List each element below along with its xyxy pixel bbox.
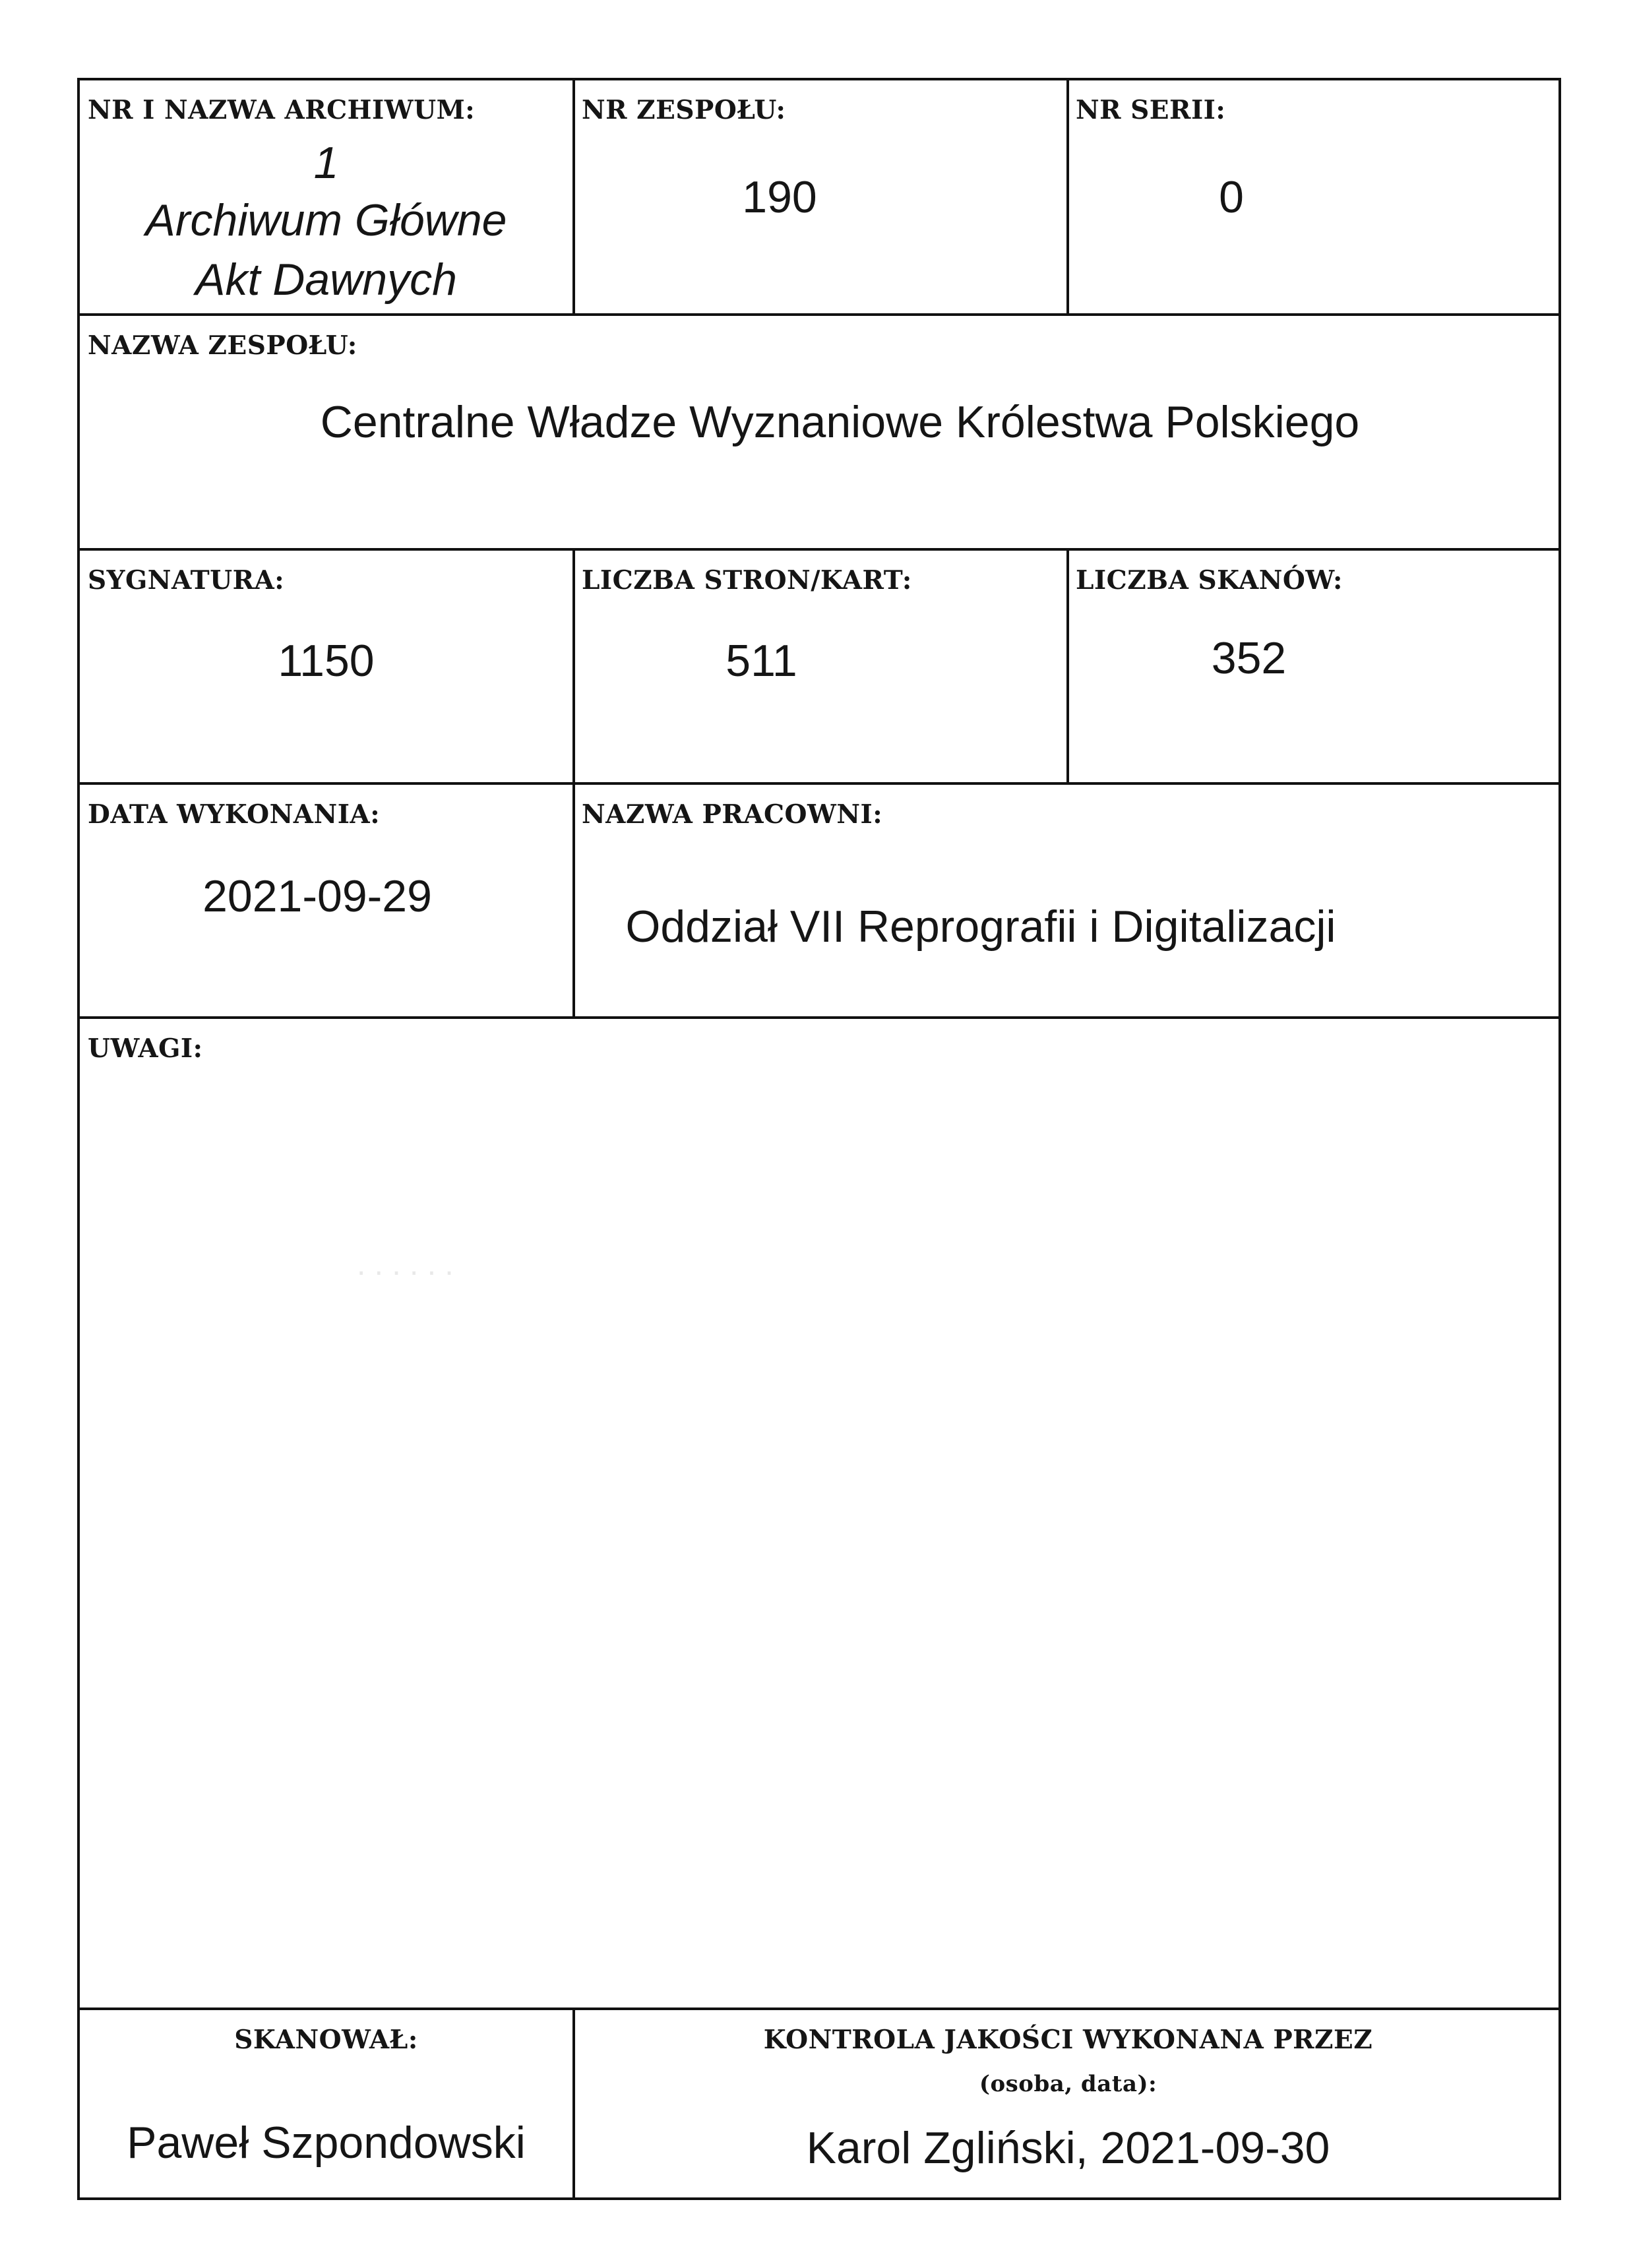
scanned-by-value: Paweł Szpondowski <box>127 2118 526 2168</box>
metadata-form <box>77 78 1561 2200</box>
workshop-cell <box>572 782 1558 1016</box>
fonds-number-label: NR ZESPOŁU: <box>582 95 786 125</box>
archive-label: NR I NAZWA ARCHIWUM: <box>88 95 476 125</box>
faint-bleed-mark: . . . . . . <box>357 1247 454 1282</box>
fonds-number-value: 190 <box>742 172 817 222</box>
remarks-cell <box>80 1016 1558 2007</box>
scans-value: 352 <box>1211 633 1287 683</box>
signature-cell <box>80 548 572 782</box>
fonds-name-label: NAZWA ZESPOŁU: <box>88 330 357 361</box>
archive-name-line2: Akt Dawnych <box>195 255 457 305</box>
archive-number: 1 <box>313 138 339 188</box>
scans-cell <box>1066 548 1558 782</box>
pages-value: 511 <box>725 636 797 686</box>
quality-control-label: KONTROLA JAKOŚCI WYKONANA PRZEZ <box>763 2025 1373 2055</box>
workshop-value: Oddział VII Reprografii i Digitalizacji <box>625 902 1336 952</box>
quality-control-value: Karol Zgliński, 2021-09-30 <box>806 2123 1330 2173</box>
series-number-label: NR SERII: <box>1076 95 1226 125</box>
scanned-by-cell <box>80 2007 572 2197</box>
fonds-name-cell <box>80 313 1558 548</box>
signature-label: SYGNATURA: <box>88 565 285 596</box>
pages-cell <box>572 548 1066 782</box>
series-number-value: 0 <box>1219 172 1244 222</box>
archive-name-line1: Archiwum Główne <box>145 195 507 245</box>
archive-cell <box>80 80 572 313</box>
remarks-label: UWAGI: <box>88 1033 203 1064</box>
series-number-cell <box>1066 80 1558 313</box>
workshop-label: NAZWA PRACOWNI: <box>582 799 883 830</box>
fonds-name-value: Centralne Władze Wyznaniowe Królestwa Polskiego <box>320 397 1360 447</box>
quality-control-cell <box>572 2007 1558 2197</box>
scanned-by-label: SKANOWAŁ: <box>234 2025 418 2055</box>
date-cell <box>80 782 572 1016</box>
signature-value: 1150 <box>278 636 375 686</box>
quality-control-sublabel: (osoba, data): <box>979 2071 1157 2097</box>
date-value: 2021-09-29 <box>202 871 432 921</box>
date-label: DATA WYKONANIA: <box>88 799 381 830</box>
pages-label: LICZBA STRON/KART: <box>582 565 912 596</box>
fonds-number-cell <box>572 80 1066 313</box>
scans-label: LICZBA SKANÓW: <box>1076 565 1343 596</box>
